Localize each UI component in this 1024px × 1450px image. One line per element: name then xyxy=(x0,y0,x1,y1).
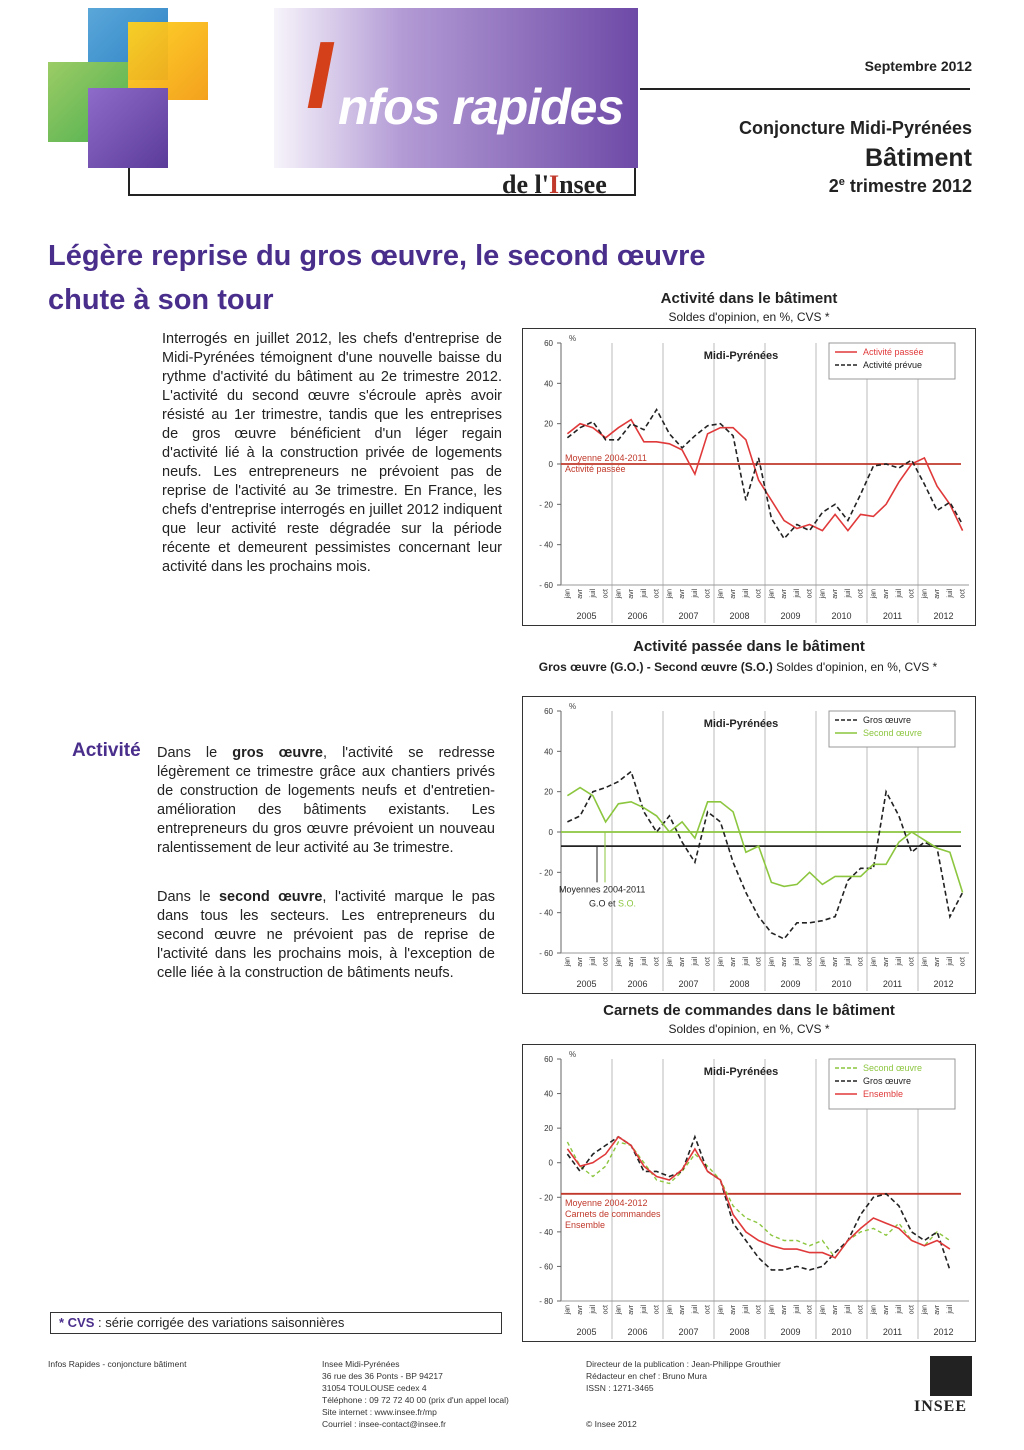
chart-quarter-label: avr xyxy=(832,589,840,599)
chart-y-tick-label: 20 xyxy=(544,1124,553,1134)
chart-quarter-label: avr xyxy=(883,1305,891,1315)
chart-year-label: 2011 xyxy=(882,611,903,621)
footer-credit-line: Rédacteur en chef : Bruno Mura xyxy=(586,1371,707,1381)
footer-credit-line: ISSN : 1271-3465 xyxy=(586,1383,654,1393)
chart-quarter-label: oct xyxy=(857,957,865,967)
chart1-title: Activité dans le bâtiment xyxy=(660,290,838,307)
insee-logo-text: INSEE xyxy=(914,1398,968,1415)
footer-copyright: © Insee 2012 xyxy=(586,1419,637,1429)
chart-quarter-label: jan xyxy=(921,957,929,967)
chart-y-tick-label: 20 xyxy=(544,419,553,429)
chart-legend-label: Activité prévue xyxy=(863,360,923,370)
chart-y-tick-label: 40 xyxy=(544,1089,553,1099)
chart-year-label: 2010 xyxy=(831,611,852,621)
chart-legend-label: Gros œuvre xyxy=(863,715,912,725)
chart-year-label: 2012 xyxy=(933,979,954,989)
chart-quarter-label: juil xyxy=(742,589,750,598)
chart-year-label: 2012 xyxy=(933,611,954,621)
chart-unit-label: % xyxy=(569,702,577,711)
chart-y-tick-label: - 40 xyxy=(539,540,553,550)
chart-year-label: 2008 xyxy=(729,1327,750,1337)
chart-quarter-label: juil xyxy=(793,589,801,598)
publication-date: Septembre 2012 xyxy=(864,58,972,74)
chart-quarter-label: avr xyxy=(577,589,585,599)
chart-year-label: 2008 xyxy=(729,979,750,989)
chart-quarter-label: jan xyxy=(768,1305,776,1315)
chart-quarter-label: jan xyxy=(921,589,929,599)
chart-y-tick-label: - 20 xyxy=(539,868,553,878)
sector-label: Bâtiment xyxy=(865,144,972,172)
chart3-subtitle: Soldes d'opinion, en %, CVS * xyxy=(668,1022,830,1036)
chart-quarter-label: oct xyxy=(806,957,814,967)
chart-legend-label: Activité passée xyxy=(863,347,924,357)
chart-quarter-label: juil xyxy=(742,1305,750,1314)
chart2-activite-passee xyxy=(523,697,975,993)
chart-quarter-label: jan xyxy=(564,589,572,599)
chart-quarter-label: juil xyxy=(844,589,852,598)
chart-quarter-label: avr xyxy=(730,589,738,599)
chart-quarter-label: oct xyxy=(704,589,712,599)
chart-year-label: 2005 xyxy=(576,1327,597,1337)
chart-quarter-label: avr xyxy=(781,957,789,967)
activity-paragraph-2: Dans le second œuvre, l'activité marque le pas dans tous les secteurs. Les entrepreneurs du second œuvre ne prévoient pas de reprise de l'activité dans les prochains mois, à l'exception de celle liée à la construction de bâtiments neufs. xyxy=(157,889,495,981)
chart-y-tick-label: - 80 xyxy=(539,1297,553,1306)
chart-quarter-label: juil xyxy=(640,589,648,598)
chart-legend-label: Ensemble xyxy=(863,1089,904,1099)
chart-quarter-label: jan xyxy=(870,589,878,599)
chart-quarter-label: oct xyxy=(806,1305,814,1315)
chart-quarter-label: jan xyxy=(717,957,725,967)
chart-year-label: 2005 xyxy=(576,611,597,621)
chart-year-label: 2007 xyxy=(678,1327,699,1337)
chart-quarter-label: avr xyxy=(883,589,891,599)
chart-quarter-label: oct xyxy=(602,957,610,967)
chart-year-label: 2005 xyxy=(576,979,597,989)
chart-y-tick-label: 0 xyxy=(548,1158,553,1168)
footer-address-line: Site internet : www.insee.fr/mp xyxy=(322,1407,437,1417)
chart-y-tick-label: 20 xyxy=(544,787,553,797)
chart-legend-label: Second œuvre xyxy=(863,1063,923,1073)
chart-y-tick-label: 0 xyxy=(548,460,553,469)
chart-year-label: 2007 xyxy=(678,611,699,621)
chart-year-label: 2009 xyxy=(780,979,801,989)
chart-quarter-label: juil xyxy=(691,957,699,966)
chart-quarter-label: avr xyxy=(934,1305,942,1315)
chart-year-label: 2012 xyxy=(933,1327,954,1337)
insee-logo xyxy=(912,1356,974,1422)
chart-quarter-label: juil xyxy=(946,589,954,598)
chart-quarter-label: juil xyxy=(844,1305,852,1314)
chart-legend-label: Gros œuvre xyxy=(863,1076,912,1086)
chart-quarter-label: jan xyxy=(921,1305,929,1315)
chart-unit-label: % xyxy=(569,1050,577,1059)
chart-quarter-label: juil xyxy=(589,1305,597,1314)
chart-y-tick-label: 40 xyxy=(544,747,553,757)
footer-address-line: 36 rue des 36 Ponts - BP 94217 xyxy=(322,1371,443,1381)
chart-quarter-label: oct xyxy=(755,957,763,967)
chart-quarter-label: jan xyxy=(717,1305,725,1315)
chart-year-label: 2009 xyxy=(780,611,801,621)
chart2-frame xyxy=(522,696,976,994)
chart-quarter-label: avr xyxy=(832,957,840,967)
chart-quarter-label: jan xyxy=(615,957,623,967)
de-insee-label: de l'Insee xyxy=(502,170,607,199)
chart-quarter-label: jan xyxy=(666,957,674,967)
section-label-activite: Activité xyxy=(72,740,141,761)
chart-quarter-label: oct xyxy=(602,1305,610,1315)
chart-quarter-label: avr xyxy=(628,957,636,967)
chart-quarter-label: jan xyxy=(768,957,776,967)
chart-quarter-label: juil xyxy=(589,589,597,598)
chart-quarter-label: juil xyxy=(691,589,699,598)
logo-square-purple xyxy=(88,88,168,168)
chart3-frame xyxy=(522,1044,976,1342)
chart-unit-label: % xyxy=(569,334,577,343)
chart-average-label: Ensemble xyxy=(565,1219,606,1230)
chart-quarter-label: oct xyxy=(959,957,967,967)
chart-quarter-label: jan xyxy=(870,1305,878,1315)
chart-y-tick-label: 40 xyxy=(544,379,553,389)
chart-year-label: 2011 xyxy=(882,1327,903,1337)
chart-y-tick-label: - 20 xyxy=(539,1193,553,1203)
chart-year-label: 2006 xyxy=(627,979,648,989)
chart-quarter-label: oct xyxy=(602,589,610,599)
footer-address-line: Insee Midi-Pyrénées xyxy=(322,1359,400,1369)
footer-address xyxy=(322,1358,509,1430)
chart-year-label: 2009 xyxy=(780,1327,801,1337)
chart3-title: Carnets de commandes dans le bâtiment xyxy=(603,1002,895,1019)
chart-quarter-label: oct xyxy=(653,1305,661,1315)
insee-logo-mark xyxy=(930,1356,972,1396)
chart-quarter-label: avr xyxy=(577,957,585,967)
chart-quarter-label: juil xyxy=(640,1305,648,1314)
chart-quarter-label: oct xyxy=(806,589,814,599)
chart-quarter-label: juil xyxy=(895,1305,903,1314)
chart-year-label: 2011 xyxy=(882,979,903,989)
chart-quarter-label: oct xyxy=(755,589,763,599)
chart-quarter-label: jan xyxy=(870,957,878,967)
chart-quarter-label: oct xyxy=(908,1305,916,1315)
chart-quarter-label: avr xyxy=(577,1305,585,1315)
chart2-subtitle: Gros œuvre (G.O.) - Second œuvre (S.O.) Soldes d'opinion, en %, CVS * xyxy=(538,660,938,674)
chart-quarter-label: avr xyxy=(628,589,636,599)
chart-quarter-label: avr xyxy=(679,957,687,967)
chart-year-label: 2006 xyxy=(627,611,648,621)
chart-quarter-label: jan xyxy=(717,589,725,599)
chart1-frame xyxy=(522,328,976,626)
chart-annotation-label: G.O et S.O. xyxy=(589,898,637,909)
chart-quarter-label: jan xyxy=(615,1305,623,1315)
chart-year-label: 2008 xyxy=(729,611,750,621)
chart-region-label: Midi-Pyrénées xyxy=(703,718,779,730)
chart-quarter-label: avr xyxy=(679,589,687,599)
footer-address-line: Téléphone : 09 72 72 40 00 (prix d'un appel local) xyxy=(322,1395,509,1405)
chart-quarter-label: avr xyxy=(781,1305,789,1315)
chart-y-tick-label: 60 xyxy=(544,707,553,716)
chart-quarter-label: oct xyxy=(704,957,712,967)
chart-quarter-label: jan xyxy=(564,957,572,967)
footer-address-line: 31054 TOULOUSE cedex 4 xyxy=(322,1383,427,1393)
chart-quarter-label: oct xyxy=(704,1305,712,1315)
chart-average-label: Moyenne 2004-2011 xyxy=(565,453,647,463)
banner-title: nfos rapides xyxy=(338,79,624,135)
chart-y-tick-label: 0 xyxy=(548,828,553,837)
chart-quarter-label: juil xyxy=(640,957,648,966)
chart-quarter-label: oct xyxy=(653,589,661,599)
chart-quarter-label: jan xyxy=(666,589,674,599)
chart-quarter-label: avr xyxy=(730,1305,738,1315)
chart-quarter-label: juil xyxy=(589,957,597,966)
chart-quarter-label: juil xyxy=(844,957,852,966)
footer-credits xyxy=(586,1358,781,1394)
header-rule xyxy=(640,88,970,90)
chart-y-tick-label: - 60 xyxy=(539,1262,553,1272)
chart-quarter-label: avr xyxy=(883,957,891,967)
chart-average-label: Moyenne 2004-2012 xyxy=(565,1197,648,1208)
chart-quarter-label: juil xyxy=(691,1305,699,1314)
chart-region-label: Midi-Pyrénées xyxy=(703,350,779,362)
intro-paragraph: Interrogés en juillet 2012, les chefs d'entreprise de Midi-Pyrénées témoignent d'une nouvelle baisse du rythme d'activité du bâtiment au 2e trimestre 2012. L'activité du second œuvre s'écroule après avoir résisté au 1er trimestre, tandis que les entreprises de gros œuvre bénéficient d'un léger regain d'activité lié à la construction privée de logements neufs. Les entrepreneurs ne prévoient pas de reprise de l'activité au 3e trimestre. En France, les chefs d'entreprise interrogés en juillet 2012 indiquent que leur activité reste dégradée sur la période récente et demeurent pessimistes concernant leur activité dans les prochains mois. xyxy=(162,331,502,575)
chart-quarter-label: oct xyxy=(653,957,661,967)
chart-quarter-label: oct xyxy=(857,589,865,599)
chart-quarter-label: avr xyxy=(832,1305,840,1315)
chart-quarter-label: avr xyxy=(730,957,738,967)
chart-quarter-label: juil xyxy=(946,957,954,966)
quarter-label: 2e trimestre 2012 xyxy=(828,176,972,196)
chart-annotation-label: Moyennes 2004-2011 xyxy=(559,884,646,895)
chart-average-label: Carnets de commandes xyxy=(565,1208,661,1219)
chart1-activite-batiment xyxy=(523,329,975,625)
chart-year-label: 2007 xyxy=(678,979,699,989)
chart-quarter-label: avr xyxy=(679,1305,687,1315)
cvs-footnote: * CVS : série corrigée des variations saisonnières xyxy=(50,1312,502,1334)
chart-quarter-label: jan xyxy=(819,589,827,599)
chart-year-label: 2006 xyxy=(627,1327,648,1337)
activity-paragraph-1: Dans le gros œuvre, l'activité se redresse légèrement ce trimestre grâce aux chantiers privés de construction de logements neufs et d'entretien-amélioration des bâtiments existants. Les entrepreneurs du gros œuvre prévoient un nouveau ralentissement de leur activité au 3e trimestre. xyxy=(157,745,495,856)
chart3-carnets-commandes xyxy=(523,1045,975,1341)
chart-y-tick-label: 60 xyxy=(544,1055,553,1064)
chart-quarter-label: jan xyxy=(819,1305,827,1315)
chart-quarter-label: oct xyxy=(908,957,916,967)
chart-quarter-label: oct xyxy=(908,589,916,599)
chart-quarter-label: oct xyxy=(755,1305,763,1315)
chart-average-label: Activité passée xyxy=(565,464,626,474)
footer-address-line: Courriel : insee-contact@insee.fr xyxy=(322,1419,446,1429)
article-title: Légère reprise du gros œuvre, le second œuvre chute à son tour xyxy=(48,240,706,316)
footer-credit-line: Directeur de la publication : Jean-Philippe Grouthier xyxy=(586,1359,781,1369)
footer-left: Infos Rapides - conjoncture bâtiment xyxy=(48,1359,187,1369)
chart-quarter-label: jan xyxy=(564,1305,572,1315)
chart-quarter-label: juil xyxy=(793,1305,801,1314)
chart-quarter-label: jan xyxy=(666,1305,674,1315)
banner-initial: I xyxy=(306,22,333,129)
chart-y-tick-label: - 40 xyxy=(539,1227,553,1237)
chart-quarter-label: avr xyxy=(781,589,789,599)
chart-region-label: Midi-Pyrénées xyxy=(703,1066,779,1078)
chart1-subtitle: Soldes d'opinion, en %, CVS * xyxy=(668,310,830,324)
chart-year-label: 2010 xyxy=(831,1327,852,1337)
chart-quarter-label: juil xyxy=(793,957,801,966)
chart-quarter-label: juil xyxy=(946,1305,954,1314)
chart-y-tick-label: - 20 xyxy=(539,500,553,510)
chart-y-tick-label: - 60 xyxy=(539,949,553,958)
chart-quarter-label: jan xyxy=(768,589,776,599)
chart-y-tick-label: - 60 xyxy=(539,581,553,590)
chart-quarter-label: avr xyxy=(628,1305,636,1315)
chart-quarter-label: jan xyxy=(615,589,623,599)
chart-quarter-label: oct xyxy=(959,589,967,599)
chart-year-label: 2010 xyxy=(831,979,852,989)
chart-y-tick-label: - 40 xyxy=(539,908,553,918)
chart-quarter-label: juil xyxy=(742,957,750,966)
chart2-title: Activité passée dans le bâtiment xyxy=(633,638,865,655)
chart-quarter-label: juil xyxy=(895,957,903,966)
chart-quarter-label: oct xyxy=(857,1305,865,1315)
chart-quarter-label: jan xyxy=(819,957,827,967)
chart-quarter-label: avr xyxy=(934,957,942,967)
chart-legend-label: Second œuvre xyxy=(863,728,923,738)
region-label: Conjoncture Midi-Pyrénées xyxy=(738,118,972,138)
chart-quarter-label: avr xyxy=(934,589,942,599)
chart-y-tick-label: 60 xyxy=(544,339,553,348)
chart-quarter-label: juil xyxy=(895,589,903,598)
